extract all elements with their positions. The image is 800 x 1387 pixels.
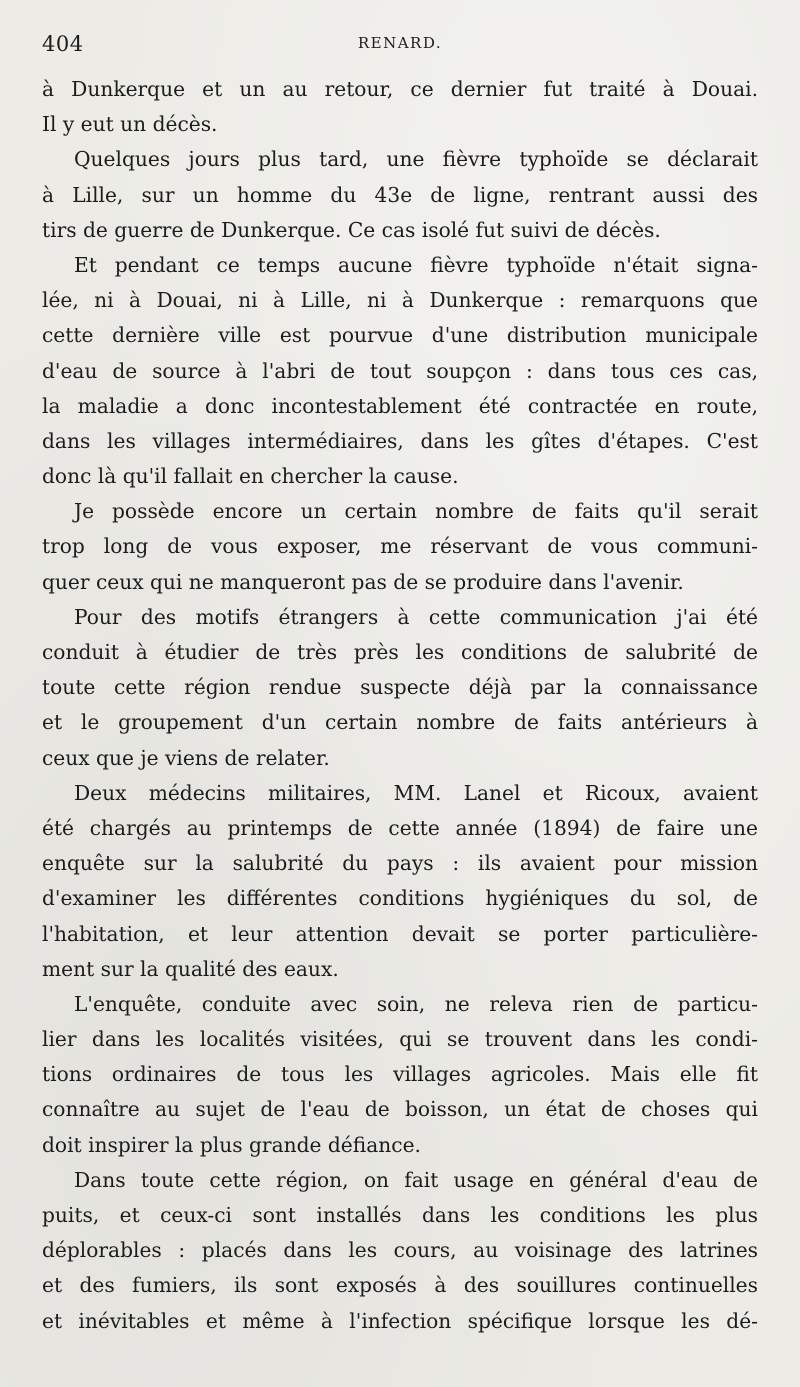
text-line: Et pendant ce temps aucune fièvre typhoïde n'était signa-: [74, 252, 758, 277]
text-line: et inévitables et même à l'infection spécifique lorsque les dé-: [42, 1308, 758, 1333]
running-head: [42, 32, 758, 60]
text-line: à Dunkerque et un au retour, ce dernier fut traité à Douai.: [42, 77, 758, 101]
text-line: enquête sur la salubrité du pays : ils avaient pour mission: [42, 851, 758, 876]
text-line: puits, et ceux-ci sont installés dans les conditions les plus: [42, 1203, 758, 1227]
text-line: ment sur la qualité des eaux.: [42, 956, 339, 981]
text-line: toute cette région rendue suspecte déjà par la connaissance: [42, 675, 758, 700]
text-line: trop long de vous exposer, me réservant de vous communi-: [42, 534, 758, 559]
running-head-author: RENARD.: [357, 34, 443, 52]
text-line: la maladie a donc incontestablement été contractée en route,: [42, 393, 758, 418]
text-line: conduit à étudier de très près les conditions de salubrité de: [42, 640, 758, 664]
text-line: donc là qu'il fallait en chercher la cause.: [42, 464, 459, 489]
text-line: déplorables : placés dans les cours, au voisinage des latrines: [42, 1238, 758, 1263]
text-line: L'enquête, conduite avec soin, ne releva rien de particu-: [74, 991, 758, 1016]
text-line: et des fumiers, ils sont exposés à des souillures continuelles: [42, 1273, 758, 1298]
text-line: lée, ni à Douai, ni à Lille, ni à Dunkerque : remarquons que: [42, 288, 758, 313]
text-line: cette dernière ville est pourvue d'une distribution municipale: [42, 323, 758, 348]
text-line: Je possède encore un certain nombre de faits qu'il serait: [74, 499, 758, 524]
text-line: tirs de guerre de Dunkerque. Ce cas isolé fut suivi de décès.: [42, 217, 661, 242]
text-line: dans les villages intermédiaires, dans les gîtes d'étapes. C'est: [42, 428, 758, 453]
text-line: et le groupement d'un certain nombre de faits antérieurs à: [42, 710, 758, 735]
text-line: ceux que je viens de relater.: [42, 745, 330, 770]
text-line: lier dans les localités visitées, qui se trouvent dans les condi-: [42, 1027, 758, 1052]
text-line: Pour des motifs étrangers à cette communication j'ai été: [74, 604, 758, 629]
text-line: Dans toute cette région, on fait usage en général d'eau de: [74, 1167, 758, 1192]
text-line: Deux médecins militaires, MM. Lanel et Ricoux, avaient: [74, 780, 758, 805]
text-line: Il y eut un décès.: [42, 112, 218, 137]
text-line: été chargés au printemps de cette année (1894) de faire une: [42, 815, 758, 840]
text-line: connaître au sujet de l'eau de boisson, un état de choses qui: [42, 1097, 758, 1122]
text-line: à Lille, sur un homme du 43e de ligne, rentrant aussi des: [42, 182, 758, 207]
text-line: tions ordinaires de tous les villages agricoles. Mais elle fit: [42, 1062, 758, 1087]
body-text: [42, 72, 758, 1339]
text-line: Quelques jours plus tard, une fièvre typhoïde se déclarait: [74, 147, 758, 172]
text-line: d'examiner les différentes conditions hygiéniques du sol, de: [42, 886, 758, 911]
text-line: d'eau de source à l'abri de tout soupçon : dans tous ces cas,: [42, 358, 758, 383]
page-number: 404: [42, 32, 84, 56]
text-line: quer ceux qui ne manqueront pas de se produire dans l'avenir.: [42, 569, 684, 594]
text-line: l'habitation, et leur attention devait se porter particulière-: [42, 921, 758, 946]
text-line: doit inspirer la plus grande défiance.: [42, 1132, 421, 1157]
